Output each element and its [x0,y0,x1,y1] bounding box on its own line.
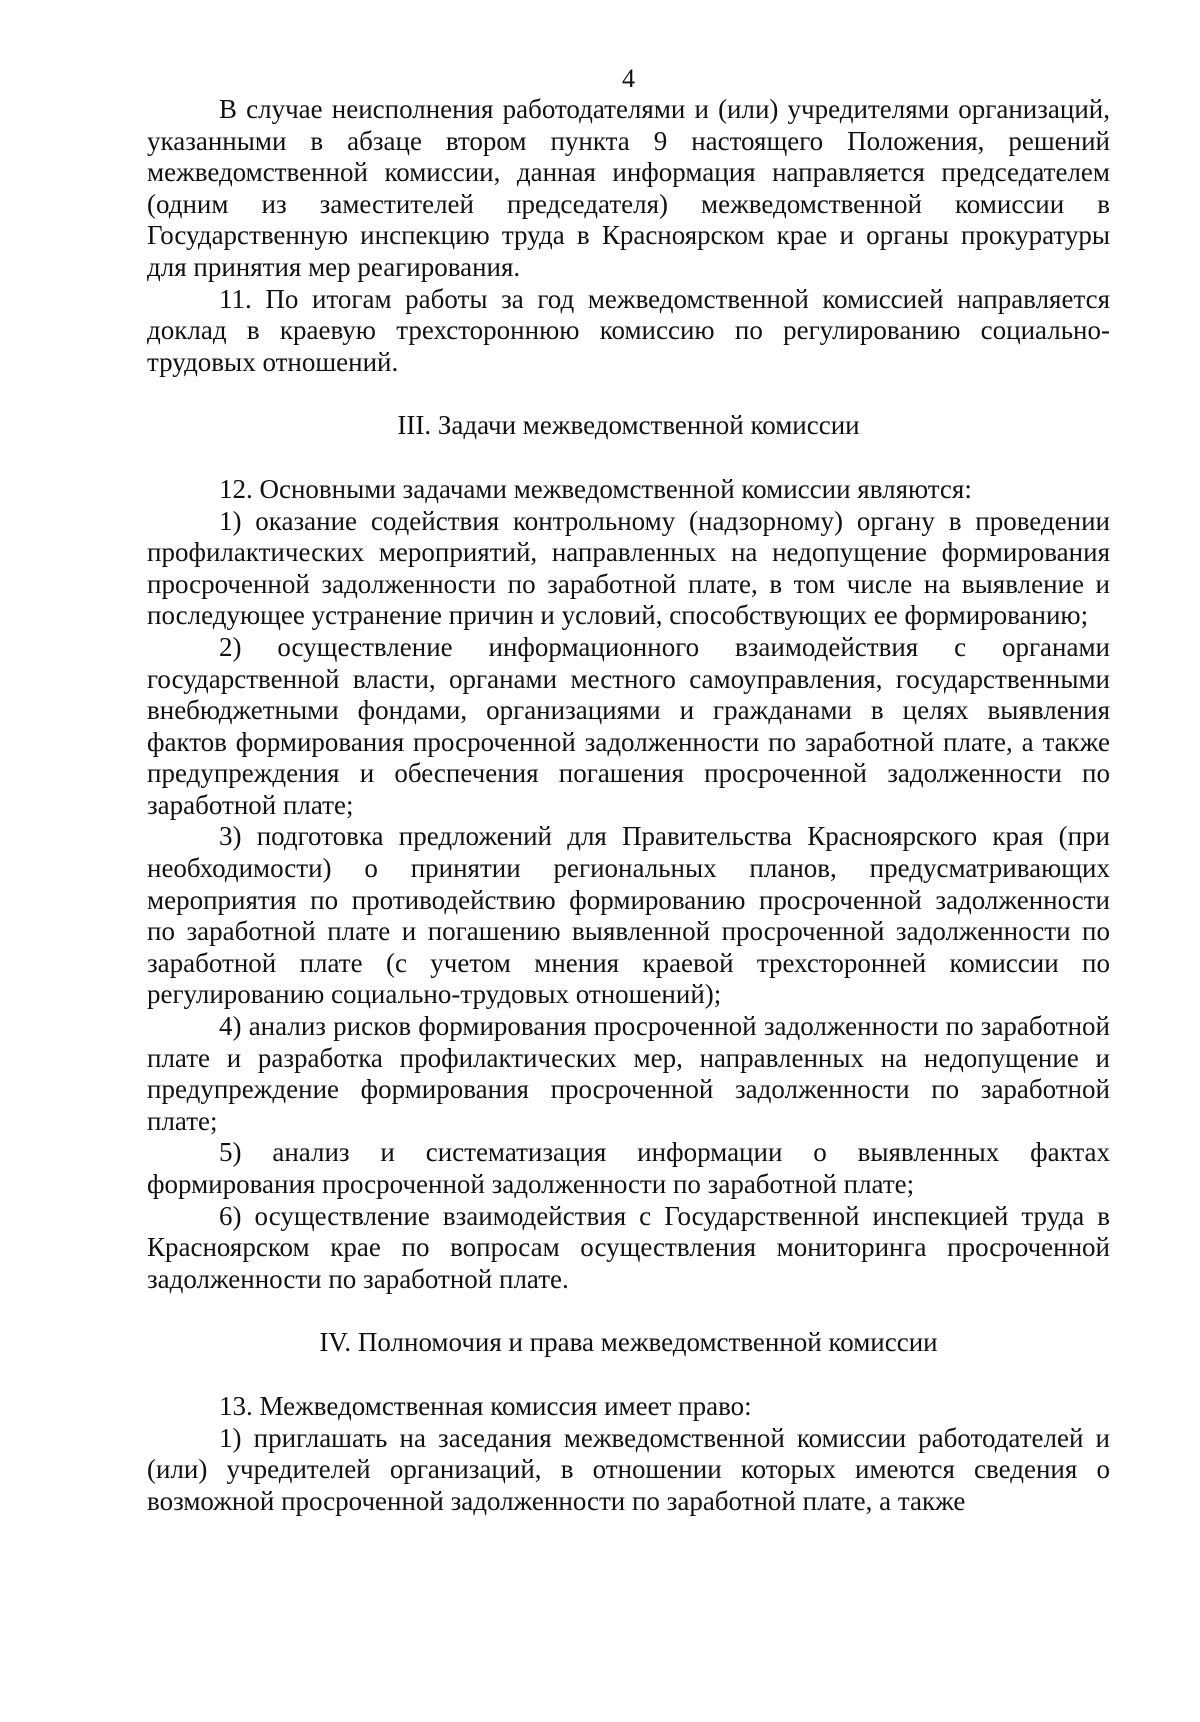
document-page [147,64,1110,1517]
task-item-2: 2) осуществление информационного взаимодействия с органами государственной власти, органами местного самоуправления, государственными внебюджетными фондами, организациями и гражданами в целях выявления фактов формирования просроченной задолженности по заработной плате, а также предупреждения и обеспечения погашения просроченной задолженности по заработной плате; [147,631,1110,820]
paragraph-11: 11. По итогам работы за год межведомственной комиссией направляется доклад в краевую трехстороннюю комиссию по регулированию социально-трудовых отношений. [147,283,1110,377]
right-item-1: 1) приглашать на заседания межведомственной комиссии работодателей и (или) учредителей организаций, в отношении которых имеются сведения о возможной просроченной задолженности по заработной плате, а также [147,1422,1110,1516]
task-item-3: 3) подготовка предложений для Правительства Красноярского края (при необходимости) о принятии региональных планов, предусматривающих мероприятия по противодействию формированию просроченной задолженности по заработной плате и погашению выявленной просроченной задолженности по заработной плате (с учетом мнения краевой трехсторонней комиссии по регулированию социально-трудовых отношений); [147,821,1110,1010]
spacer [147,1295,1110,1327]
paragraph-12: 12. Основными задачами межведомственной комиссии являются: [219,473,972,504]
task-item-5: 5) анализ и систематизация информации о выявленных фактах формирования просроченной задолженности по заработной плате; [147,1137,1110,1199]
task-item-1: 1) оказание содействия контрольному (надзорному) органу в проведении профилактических мероприятий, направленных на недопущение формирования просроченной задолженности по заработной плате, в том числе на выявление и последующее устранение причин и условий, способствующих ее формированию; [147,505,1110,631]
section-4-heading: IV. Полномочия и права межведомственной комиссии [319,1327,938,1358]
task-item-4: 4) анализ рисков формирования просроченной задолженности по заработной плате и разработка профилактических мер, направленных на недопущение и предупреждение формирования просроченной задолженности по заработной плате; [147,1011,1110,1136]
spacer [147,442,1110,474]
page-number: 4 [622,64,635,93]
paragraph-13: 13. Межведомственная комиссия имеет право: [219,1390,752,1421]
spacer [147,378,1110,410]
task-item-6: 6) осуществление взаимодействия с Государственной инспекцией труда в Красноярском крае по вопросам осуществления мониторинга просроченной задолженности по заработной плате. [147,1200,1110,1294]
section-3-heading: III. Задачи межведомственной комиссии [397,410,860,441]
spacer [147,1359,1110,1391]
paragraph-non-compliance: В случае неисполнения работодателями и (или) учредителями организаций, указанными в абзаце втором пункта 9 настоящего Положения, решений межведомственной комиссии, данная информация направляется председателем (одним из заместителей председателя) межведомственной комиссии в Государственную инспекцию труда в Красноярском крае и органы прокуратуры для принятия мер реагирования. [147,94,1110,282]
